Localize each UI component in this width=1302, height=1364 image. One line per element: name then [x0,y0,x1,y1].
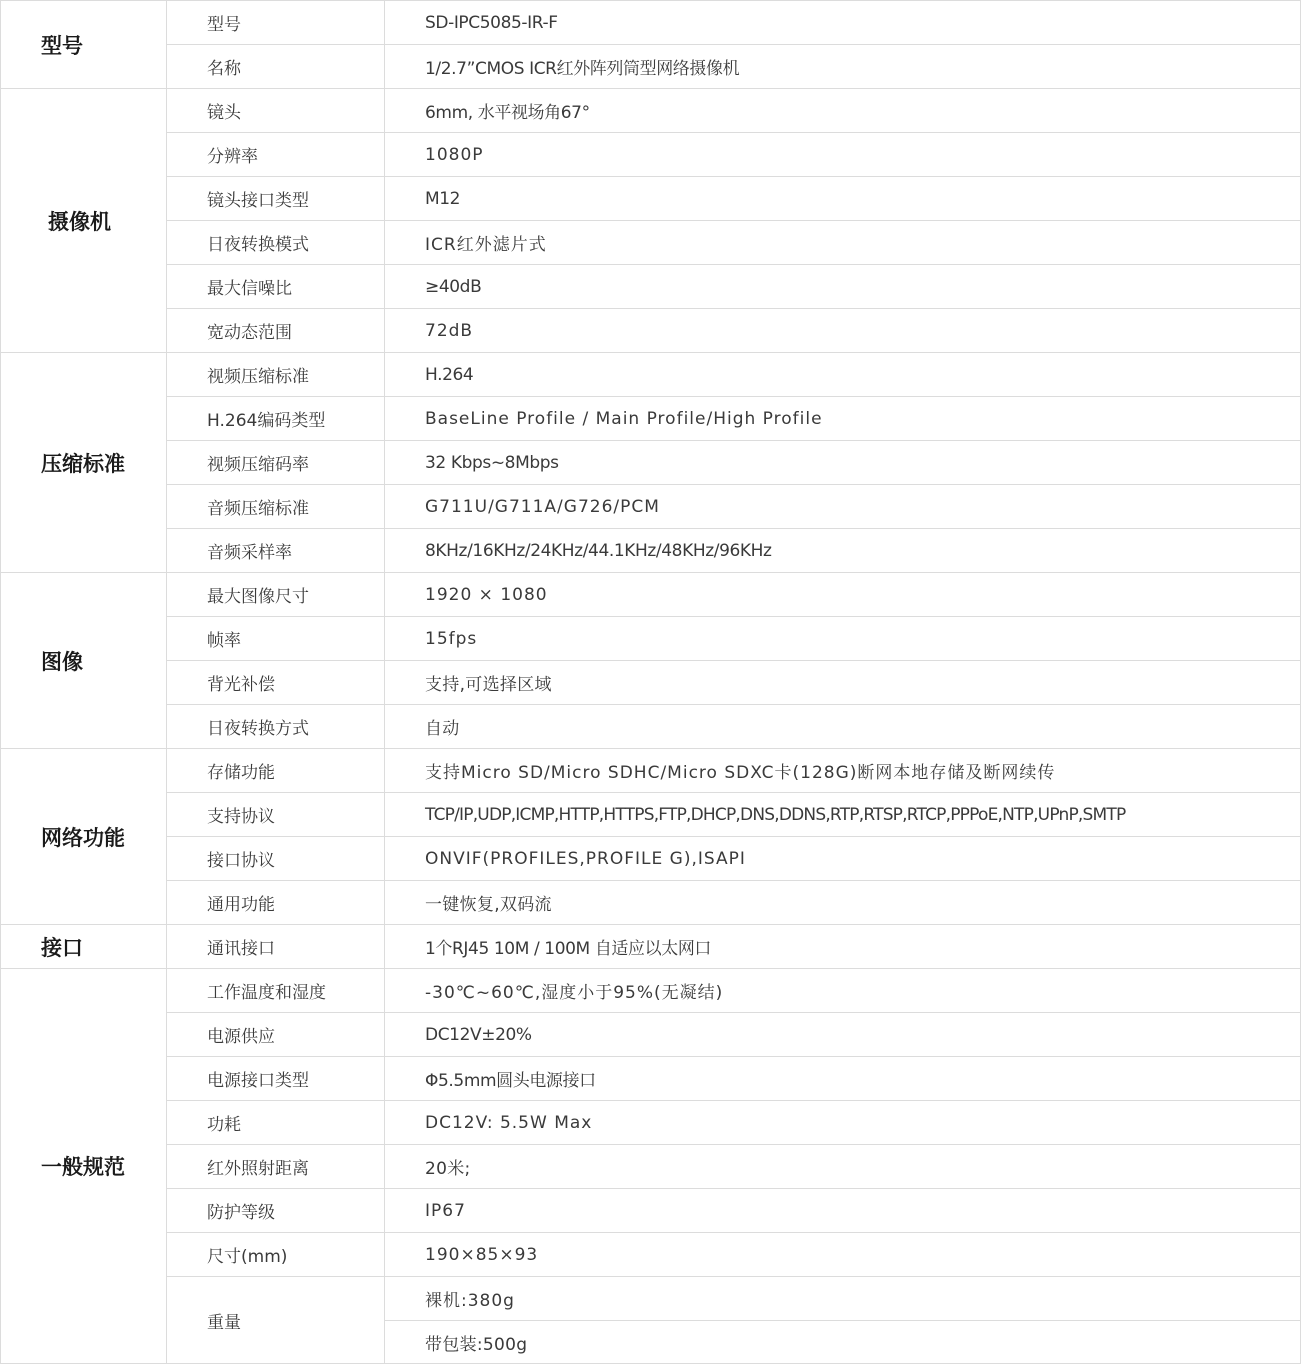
table-row [1,1145,1301,1189]
table-row [1,221,1301,265]
section-camera: 摄像机 [1,89,167,353]
value-power-connector: Φ5.5mm圆头电源接口 [385,1057,1301,1101]
table-row [1,1101,1301,1145]
label-wdr: 宽动态范围 [167,309,385,353]
table-row [1,309,1301,353]
label-power-supply: 电源供应 [167,1013,385,1057]
section-compression: 压缩标准 [1,353,167,573]
label-blc: 背光补偿 [167,661,385,705]
table-row [1,881,1301,925]
table-row [1,353,1301,397]
table-row [1,1189,1301,1233]
label-protocols: 支持协议 [167,793,385,837]
table-row [1,441,1301,485]
table-row [1,969,1301,1013]
label-audio-sampling: 音频采样率 [167,529,385,573]
label-day-night-switch: 日夜转换方式 [167,705,385,749]
table-row [1,45,1301,89]
label-storage: 存储功能 [167,749,385,793]
table-row [1,485,1301,529]
value-day-night-switch: 自动 [385,705,1301,749]
value-wdr: 72dB [385,309,1301,353]
value-weight-bare: 裸机:380g [385,1277,1301,1321]
value-power-supply: DC12V±20% [385,1013,1301,1057]
section-general: 一般规范 [1,969,167,1364]
label-power-consumption: 功耗 [167,1101,385,1145]
value-name: 1/2.7”CMOS ICR红外阵列筒型网络摄像机 [385,45,1301,89]
label-max-image-size: 最大图像尺寸 [167,573,385,617]
label-ir-distance: 红外照射距离 [167,1145,385,1189]
label-video-bitrate: 视频压缩码率 [167,441,385,485]
table-row [1,1013,1301,1057]
table-row [1,573,1301,617]
value-blc: 支持,可选择区域 [385,661,1301,705]
value-storage: 支持Micro SD/Micro SDHC/Micro SDXC卡(128G)断网本地存储及断网续传 [385,749,1301,793]
label-comm-port: 通讯接口 [167,925,385,969]
table-row [1,529,1301,573]
value-lens: 6mm, 水平视场角67° [385,89,1301,133]
value-power-consumption: DC12V: 5.5W Max [385,1101,1301,1145]
value-protection: IP67 [385,1189,1301,1233]
label-day-night-mode: 日夜转换模式 [167,221,385,265]
table-row [1,617,1301,661]
table-row [1,1233,1301,1277]
label-audio-compression: 音频压缩标准 [167,485,385,529]
table-row [1,705,1301,749]
label-interface-protocol: 接口协议 [167,837,385,881]
label-model-no: 型号 [167,1,385,45]
table-row [1,265,1301,309]
table-row [1,1277,1301,1321]
table-row [1,1,1301,45]
value-h264-profile: BaseLine Profile / Main Profile/High Profile [385,397,1301,441]
label-dimensions: 尺寸(mm) [167,1233,385,1277]
value-ir-distance: 20米; [385,1145,1301,1189]
value-audio-compression: G711U/G711A/G726/PCM [385,485,1301,529]
table-row [1,1057,1301,1101]
label-temp-humidity: 工作温度和湿度 [167,969,385,1013]
value-model-no: SD-IPC5085-IR-F [385,1,1301,45]
label-protection: 防护等级 [167,1189,385,1233]
table-row [1,89,1301,133]
section-image: 图像 [1,573,167,749]
value-protocols: TCP/IP,UDP,ICMP,HTTP,HTTPS,FTP,DHCP,DNS,DDNS,RTP,RTSP,RTCP,PPPoE,NTP,UPnP,SMTP [385,793,1301,837]
value-comm-port: 1个RJ45 10M / 100M 自适应以太网口 [385,925,1301,969]
value-weight-packaged: 带包装:500g [385,1321,1301,1364]
table-row [1,837,1301,881]
table-row [1,793,1301,837]
table-row [1,749,1301,793]
value-interface-protocol: ONVIF(PROFILES,PROFILE G),ISAPI [385,837,1301,881]
section-network: 网络功能 [1,749,167,925]
value-max-image-size: 1920 × 1080 [385,573,1301,617]
label-name: 名称 [167,45,385,89]
table-row [1,133,1301,177]
table-row [1,177,1301,221]
label-power-connector: 电源接口类型 [167,1057,385,1101]
value-dimensions: 190×85×93 [385,1233,1301,1277]
label-general-functions: 通用功能 [167,881,385,925]
value-audio-sampling: 8KHz/16KHz/24KHz/44.1KHz/48KHz/96KHz [385,529,1301,573]
value-frame-rate: 15fps [385,617,1301,661]
value-day-night-mode: ICR红外滤片式 [385,221,1301,265]
label-lens: 镜头 [167,89,385,133]
label-lens-mount: 镜头接口类型 [167,177,385,221]
value-video-compression: H.264 [385,353,1301,397]
label-video-compression: 视频压缩标准 [167,353,385,397]
value-snr: ≥40dB [385,265,1301,309]
label-frame-rate: 帧率 [167,617,385,661]
label-resolution: 分辨率 [167,133,385,177]
label-h264-profile: H.264编码类型 [167,397,385,441]
value-temp-humidity: -30℃~60℃,湿度小于95%(无凝结) [385,969,1301,1013]
table-row [1,925,1301,969]
label-snr: 最大信噪比 [167,265,385,309]
value-resolution: 1080P [385,133,1301,177]
section-model: 型号 [1,1,167,89]
value-video-bitrate: 32 Kbps~8Mbps [385,441,1301,485]
label-weight: 重量 [167,1277,385,1364]
value-general-functions: 一键恢复,双码流 [385,881,1301,925]
table-row [1,661,1301,705]
value-lens-mount: M12 [385,177,1301,221]
section-interface: 接口 [1,925,167,969]
table-row [1,397,1301,441]
